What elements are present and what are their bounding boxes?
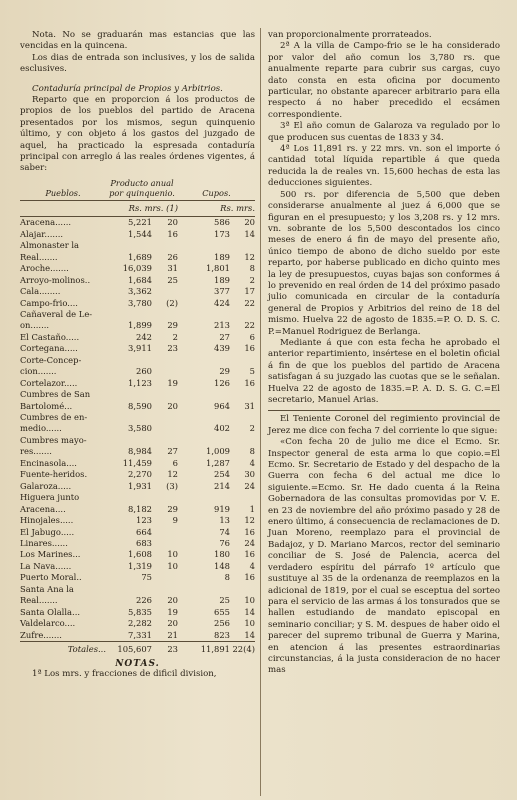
row-cupo-rs [178,240,230,251]
row-cupo-mrs: 2 [249,274,255,285]
row-name: Corte-Concep- [20,354,82,365]
sub-rs-2: Rs. mrs. [178,200,255,216]
col-producto: Producto anual por quinquenio. [109,177,175,198]
row-mrs: 19 [167,377,178,388]
row-name: on....... [20,320,50,331]
row-name: Cortelazor..... [20,377,78,388]
row-name: Cañaveral de Le- [20,308,93,319]
row-mrs: 20 [167,618,178,629]
row-cupo-mrs: 1 [249,503,255,514]
table-row [20,252,255,263]
row-rs: 5,221 [128,217,152,228]
table-row [20,217,255,229]
row-name: Higuera junto [20,492,80,503]
row-rs: 11,459 [122,457,152,468]
row-name: Zufre....... [20,629,62,640]
table-row [20,469,255,480]
row-cupo-rs [178,435,230,446]
table-row [20,538,255,549]
row-cupo-rs: 213 [214,320,230,331]
right-p4: 500 rs. por diferencia de 5,500 que deben considerarse anualmente al juez á 6,000 que se figuran en el presupuesto; y los 3,208 rs. y 12 mrs. vn. sobrante de los 5,500 descontados los cinco meses de enero á fin de mayo del presente año, único tiempo de abono de dicho sueldo por este reparto, por haberse publicado en dicho quinto mes la ley de presupuestos, cuyas bajas son conformes á lo prevenido en real órden de 14 del próximo pasado julio comunicada en circular de la contaduría general de Propios y Arbitrios del reino de 18 del mismo. Huelva 22 de agosto de 1835.=P. O. D. S. C. P.=Manuel Rodriguez de Berlanga. [268,189,500,337]
row-cupo-rs: 919 [214,503,230,514]
row-rs: 2,270 [128,469,152,480]
row-cupo-mrs: 24 [244,538,255,549]
row-name: Galaroza..... [20,480,72,491]
row-rs [106,584,152,595]
table-row [20,343,255,354]
row-cupo-mrs [230,584,255,595]
row-name: Los Marines... [20,549,81,560]
row-rs [106,412,152,423]
row-cupo-mrs: 14 [244,606,255,617]
row-name: Real....... [20,251,58,262]
row-rs: 1,684 [128,274,152,285]
row-cupo-mrs [230,240,255,251]
row-name: Aracena.... [20,503,66,514]
row-mrs: 27 [167,446,178,457]
row-cupo-rs: 189 [214,274,230,285]
row-name: Encinasola.... [20,457,77,468]
right-p3: 4ª Los 11,891 rs. y 22 mrs. vn. son el importe ó cantidad total líquida repartible á que queda reducida la de reales vn. 15,600 hechas de esta las deducciones siguientes. [268,144,500,189]
left-column [20,30,255,680]
column-divider [260,28,261,796]
row-cupo-rs: 377 [214,286,230,297]
row-rs: 664 [136,526,152,537]
row-mrs [152,527,178,538]
row-rs: 16,039 [122,263,152,274]
row-name: Cala........ [20,286,61,297]
table-row [20,561,255,572]
row-mrs [152,240,178,251]
row-mrs: 26 [167,251,178,262]
row-mrs [152,412,178,423]
table-row [20,378,255,389]
row-cupo-mrs: 17 [244,286,255,297]
row-rs: 3,580 [128,423,152,434]
right-p5: Mediante á que con esta fecha he aprobado el anterior repartimiento, insértese en el boletin oficial á fin de que los pueblos del partido de Aracena satisfagan á su juzgado las cuotas que se le señalan. Huelva 22 de agosto de 1835.=P. A. D. S. G. C.=El secretario, Manuel Arias. [268,337,500,405]
total-mrs: 23 [152,642,178,656]
row-cupo-mrs: 8 [249,263,255,274]
table-row [20,240,255,251]
table-row [20,401,255,412]
row-cupo-rs: 964 [214,400,230,411]
row-cupo-rs: 189 [214,251,230,262]
row-rs: 3,911 [128,343,152,354]
row-cupo-mrs: 31 [244,400,255,411]
row-name: Fuente-heridos. [20,469,88,480]
row-cupo-mrs [230,309,255,320]
row-cupo-mrs [230,435,255,446]
table-row [20,263,255,274]
table-row [20,584,255,595]
table-row [20,309,255,320]
table-row [20,515,255,526]
row-name: Puerto Moral.. [20,572,82,583]
table-row [20,286,255,297]
row-cupo-rs: 76 [219,538,230,549]
row-cupo-rs: 254 [214,469,230,480]
row-name: Hinojales..... [20,515,74,526]
row-cupo-mrs: 30 [244,469,255,480]
row-cupo-mrs [230,355,255,366]
row-cupo-mrs: 24 [244,480,255,491]
row-cupo-rs: 1,009 [206,446,230,457]
row-rs: 75 [141,572,152,583]
row-rs [106,240,152,251]
row-cupo-mrs: 10 [244,618,255,629]
row-rs: 1,689 [128,251,152,262]
row-name: medio...... [20,423,62,434]
row-cupo-rs: 180 [214,549,230,560]
row-cupo-rs: 823 [214,629,230,640]
row-name: Cumbres de en- [20,412,88,423]
row-rs: 3,780 [128,297,152,308]
row-rs: 1,608 [128,549,152,560]
row-mrs: 21 [167,629,178,640]
row-name: Valdelarco.... [20,618,76,629]
row-cupo-mrs: 8 [249,446,255,457]
row-cupo-rs: 148 [214,560,230,571]
row-mrs: 23 [167,343,178,354]
row-rs: 683 [136,538,152,549]
row-cupo-mrs: 4 [249,560,255,571]
row-rs: 260 [136,366,152,377]
nota-1a: 1ª Los mrs. y fracciones de dificil division, [32,668,217,679]
row-cupo-rs: 655 [214,606,230,617]
right-p6: El Teniente Coronel del regimiento provincial de Jerez me dice con fecha 7 del corriente lo que sigue: [268,414,500,436]
row-cupo-mrs: 14 [244,629,255,640]
row-rs: 8,590 [128,400,152,411]
row-mrs [152,538,178,549]
row-cupo-mrs: 14 [244,228,255,239]
row-name: Alajar....... [20,228,64,239]
row-cupo-mrs [230,492,255,503]
table-row [20,527,255,538]
row-cupo-rs: 8 [224,572,230,583]
row-rs: 1,544 [128,228,152,239]
row-cupo-mrs: 16 [244,343,255,354]
row-mrs: 2 [172,331,178,342]
row-cupo-rs: 126 [214,377,230,388]
row-mrs: (2) [166,297,178,308]
row-name: El Castaño..... [20,331,80,342]
row-cupo-rs: 173 [214,228,230,239]
row-mrs [152,309,178,320]
row-mrs: 10 [167,549,178,560]
row-mrs: (3) [166,480,178,491]
table-row [20,412,255,423]
row-rs: 8,182 [128,503,152,514]
row-cupo-rs: 424 [214,297,230,308]
table-row [20,481,255,492]
sub-rs-1: Rs. mrs. (1) [106,200,178,216]
row-name: Bartolomé... [20,400,73,411]
table-row [20,275,255,286]
row-mrs: 20 [167,595,178,606]
row-mrs [152,366,178,377]
row-name: Cumbres de San [20,389,91,400]
row-rs: 242 [136,331,152,342]
row-cupo-rs: 214 [214,480,230,491]
section-heading: Contaduría principal de Propios y Arbitrios. [32,83,223,94]
row-name: Campo-frio.... [20,297,78,308]
col-cupos: Cupos. [202,187,231,198]
row-mrs: 6 [172,457,178,468]
row-cupo-rs: 256 [214,618,230,629]
row-name: res....... [20,446,52,457]
row-rs [106,435,152,446]
row-rs [106,492,152,503]
totals-row [20,642,255,656]
row-rs: 1,123 [128,377,152,388]
row-cupo-rs: 1,801 [206,263,230,274]
table-row [20,630,255,642]
row-rs [106,309,152,320]
row-rs: 123 [136,515,152,526]
right-p1: 2ª A la villa de Campo-frio se le ha considerado por valor del año comun los 3,780 rs. que anualmente reparte para cubrir sus cargas, cuyo dato consta en esta oficina por documento particular, no obstante aparecer arbitrario para ella respecto á no haber precedido el ecsámen correspondiente. [268,41,500,120]
row-mrs: 20 [167,217,178,228]
right-column [268,30,500,677]
row-cupo-rs [178,355,230,366]
row-cupo-mrs: 5 [249,366,255,377]
intro-paragraph: Reparto que en proporcion á los productos de propios de los pueblos del partido de Aracena presentados por los mismos, segun quinquenio último, y con objeto á los gastos del juzgado de aquel, ha practicado la espresada contaduría principal con arreglo á las reales órdenes vigentes, á saber: [20,95,255,174]
row-mrs [152,435,178,446]
row-name: cion....... [20,366,57,377]
table-row [20,549,255,560]
row-mrs [152,572,178,583]
row-mrs [152,492,178,503]
row-cupo-rs: 25 [219,595,230,606]
row-cupo-rs: 74 [219,526,230,537]
right-p7: «Con fecha 20 de julio me dice el Ecmo. Sr. Inspector general de esta arma lo que copio.=El Ecmo. Sr. Secretario de Estado y del despacho de la Guerra con fecha 6 del actual me dice lo siguiente.=Ecmo. Sr. He dado cuenta á la Reina Gobernadora de las consultas promovidas por V. E. en 23 de noviembre del año próximo pasado y 28 de enero último, á consecuencia de reclamaciones de D. Juan Moreno, reemplazo para el provincial de Badajoz, y D. Mariano Marcos, rector del seminario conciliar de S. José de Palencia, acerca del verdadero espíritu del párrafo 1º artículo que sustituye al 35 de la ordenanza de reemplazos en la adicional de 1819, por el cual se esceptua del sorteo para el servicio de las armas á los tonsurados que se hallen estudiando de mandato episcopal en seminario conciliar; y S. M. despues de haber oido el parecer del supremo tribunal de Guerra y Marina, en atencion á las presentes estraordinarias circunstancias, á la justa consideracion de no hacer mas [268,437,500,676]
row-cupo-mrs: 22 [244,297,255,308]
row-cupo-rs: 586 [214,217,230,228]
row-cupo-mrs [230,389,255,400]
row-cupo-rs: 439 [214,343,230,354]
row-cupo-mrs: 16 [244,572,255,583]
row-cupo-mrs: 12 [244,251,255,262]
row-mrs: 20 [167,400,178,411]
row-cupo-mrs: 22 [244,320,255,331]
right-p2: 3ª El año comun de Galaroza va regulado por lo que producen sus cuentas de 1833 y 34. [268,121,500,143]
row-name: Santa Olalla... [20,606,81,617]
table-row [20,332,255,343]
row-cupo-mrs: 2 [249,423,255,434]
row-mrs [152,355,178,366]
row-cupo-mrs: 20 [244,217,255,228]
row-cupo-rs [178,584,230,595]
row-name: Linares...... [20,538,68,549]
row-cupo-rs: 1,287 [206,457,230,468]
row-cupo-mrs: 4 [249,457,255,468]
total-rs: 105,607 [106,642,152,656]
row-cupo-rs: 27 [219,331,230,342]
row-cupo-mrs: 16 [244,377,255,388]
row-rs: 2,282 [128,618,152,629]
table-row [20,458,255,469]
row-name: Cumbres mayo- [20,434,87,445]
row-rs: 8,984 [128,446,152,457]
row-cupo-rs: 13 [219,515,230,526]
row-cupo-rs [178,389,230,400]
row-mrs: 10 [167,560,178,571]
table-row [20,446,255,457]
row-mrs: 12 [167,469,178,480]
row-rs: 1,319 [128,560,152,571]
row-cupo-rs: 29 [219,366,230,377]
table-row [20,572,255,583]
row-rs [106,355,152,366]
row-mrs [152,423,178,434]
table-row [20,595,255,606]
nota-1: Nota. No se graduarán mas estancias que las vencidas en la quincena. [20,30,255,52]
row-cupo-mrs: 10 [244,595,255,606]
row-mrs: 9 [172,515,178,526]
row-mrs: 29 [167,320,178,331]
row-mrs [152,389,178,400]
row-name: Real....... [20,595,58,606]
reparto-table [20,178,255,656]
row-cupo-mrs: 16 [244,549,255,560]
table-row [20,607,255,618]
row-cupo-rs [178,492,230,503]
row-name: Aroche....... [20,263,69,274]
table-row [20,423,255,434]
table-row [20,504,255,515]
col-pueblos: Pueblos. [45,187,81,198]
table-row [20,298,255,309]
table-row [20,492,255,503]
row-name: Arroyo-molinos.. [20,274,91,285]
notas-title: NOTAS. [115,658,160,669]
row-name: Aracena...... [20,217,72,228]
table-row [20,435,255,446]
row-mrs: 29 [167,503,178,514]
table-row [20,229,255,240]
row-mrs [152,286,178,297]
row-mrs: 19 [167,606,178,617]
row-name: El Jabugo..... [20,526,75,537]
row-rs: 226 [136,595,152,606]
row-rs: 1,899 [128,320,152,331]
total-cupo-mrs: 22(4) [230,642,255,656]
row-cupo-rs [178,412,230,423]
total-label: Totales... [20,642,106,656]
row-name: Santa Ana la [20,583,74,594]
row-rs: 1,931 [128,480,152,491]
section-rule [268,410,500,411]
row-mrs: 16 [167,228,178,239]
row-rs: 3,362 [128,286,152,297]
row-rs: 5,835 [128,606,152,617]
row-name: Cortegana..... [20,343,78,354]
row-cupo-mrs: 16 [244,526,255,537]
right-p0: van proporcionalmente prorrateados. [268,30,432,40]
row-cupo-mrs: 12 [244,515,255,526]
table-row [20,366,255,377]
total-cupo-rs: 11,891 [178,642,230,656]
table-row [20,618,255,629]
table-row [20,389,255,400]
row-mrs: 31 [167,263,178,274]
row-mrs: 25 [167,274,178,285]
row-name: Almonaster la [20,240,80,251]
row-cupo-mrs: 6 [249,331,255,342]
row-cupo-rs [178,309,230,320]
table-row [20,320,255,331]
table-row [20,355,255,366]
nota-2: Los dias de entrada son inclusives, y los de salida esclusives. [20,52,255,75]
row-name: La Nava...... [20,560,72,571]
row-cupo-mrs [230,412,255,423]
row-cupo-rs: 402 [214,423,230,434]
row-rs [106,389,152,400]
row-rs: 7,331 [128,629,152,640]
row-mrs [152,584,178,595]
